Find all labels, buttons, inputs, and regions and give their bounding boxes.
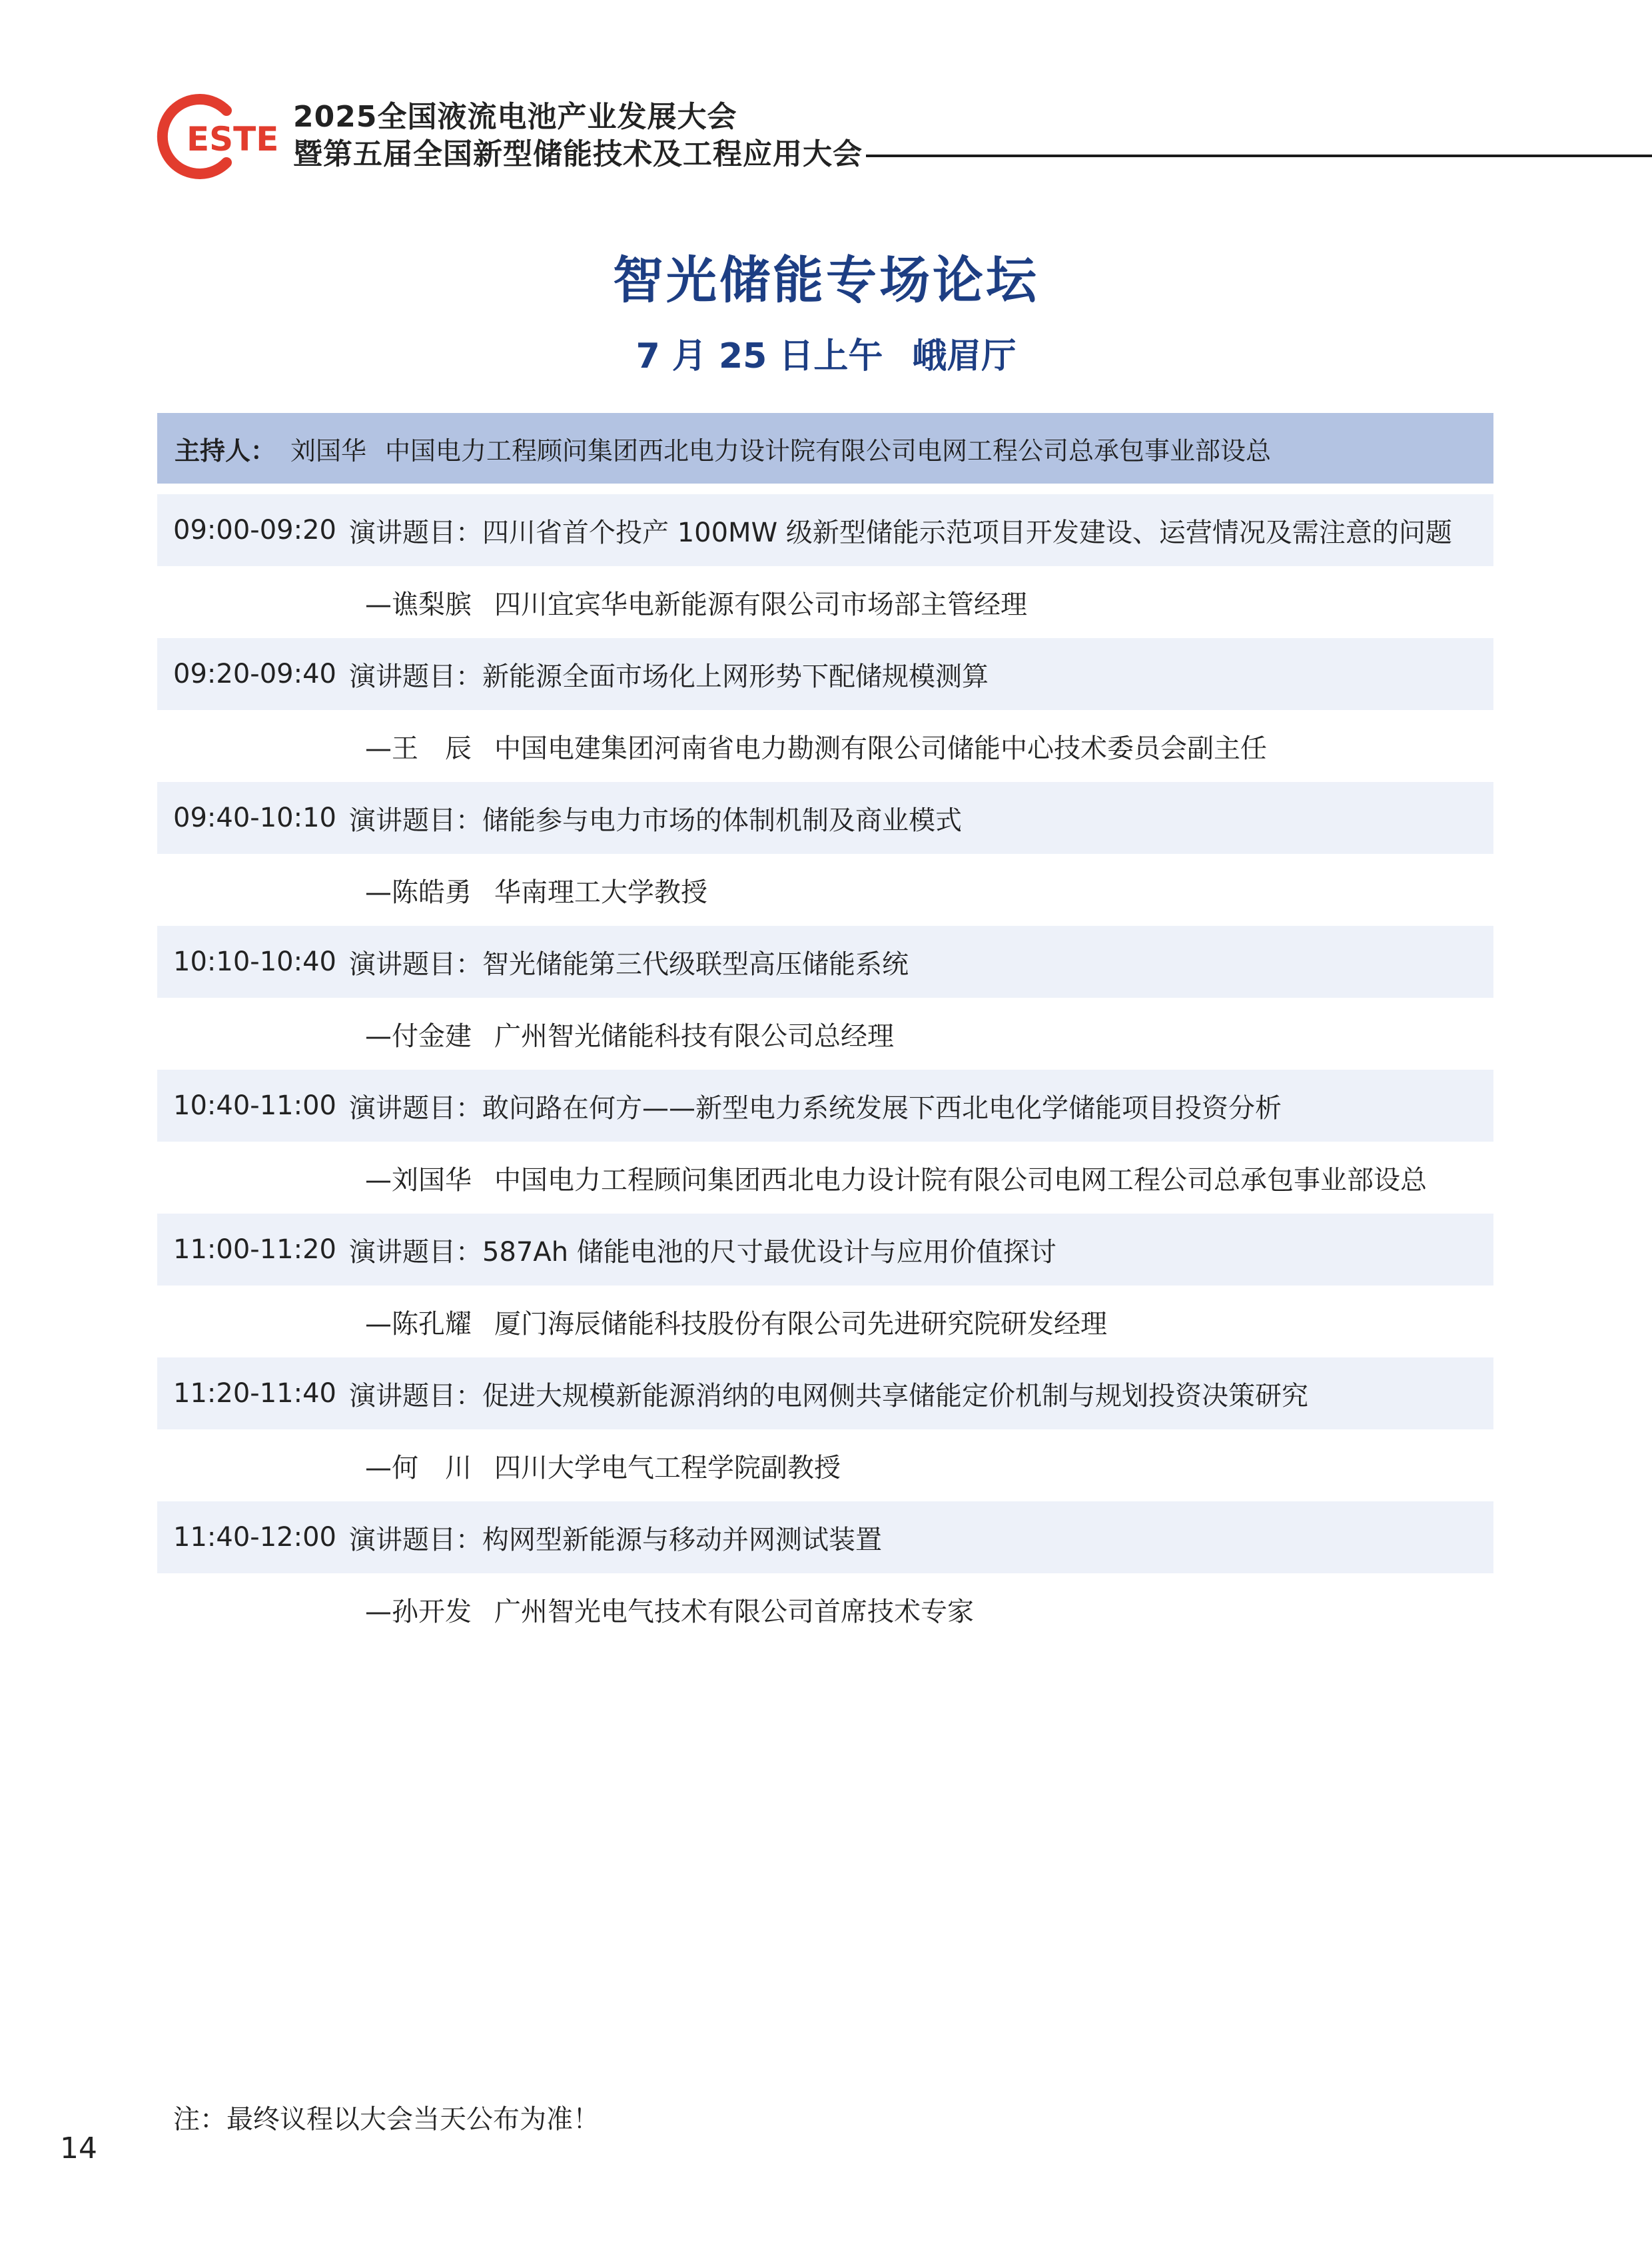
agenda-topic-row — [157, 782, 1493, 854]
header-divider — [866, 155, 1652, 157]
agenda-time: 09:20-09:40 — [173, 659, 336, 689]
agenda-topic-row — [157, 1070, 1493, 1142]
speaker-name: —谯梨膑 — [365, 589, 472, 620]
agenda-topic: 演讲题目：新能源全面市场化上网形势下配储规模测算 — [349, 661, 989, 692]
agenda-speaker-row — [157, 998, 1493, 1070]
agenda-table — [157, 494, 1493, 1645]
host-bar — [157, 413, 1493, 484]
speaker-name: —付金建 — [365, 1020, 472, 1052]
agenda-topic: 演讲题目：587Ah 储能电池的尺寸最优设计与应用价值探讨 — [349, 1236, 1056, 1268]
agenda-topic: 演讲题目：储能参与电力市场的体制机制及商业模式 — [349, 805, 962, 836]
session-subtitle — [0, 328, 1652, 378]
agenda-speaker — [157, 1159, 1427, 1197]
agenda-speaker — [157, 1591, 974, 1629]
speaker-org: 广州智光电气技术有限公司首席技术专家 — [494, 1596, 974, 1627]
agenda-topic: 演讲题目：四川省首个投产 100MW 级新型储能示范项目开发建设、运营情况及需注意的问题 — [349, 517, 1452, 548]
speaker-org: 中国电建集团河南省电力勘测有限公司储能中心技术委员会副主任 — [494, 733, 1267, 764]
ceste-logo — [155, 93, 281, 180]
agenda-speaker — [157, 1303, 1107, 1341]
speaker-name: —何 川 — [365, 1452, 472, 1483]
agenda-time: 09:00-09:20 — [173, 515, 336, 546]
agenda-speaker — [157, 1447, 841, 1485]
agenda-speaker-row — [157, 854, 1493, 926]
agenda-time: 11:20-11:40 — [173, 1378, 336, 1409]
host-org: 中国电力工程顾问集团西北电力设计院有限公司电网工程公司总承包事业部设总 — [385, 436, 1272, 466]
conference-title-line1: 2025全国液流电池产业发展大会 — [293, 100, 737, 134]
agenda-time: 11:00-11:20 — [173, 1234, 336, 1265]
speaker-org: 广州智光储能科技有限公司总经理 — [494, 1020, 894, 1052]
speaker-org: 中国电力工程顾问集团西北电力设计院有限公司电网工程公司总承包事业部设总 — [494, 1164, 1427, 1196]
speaker-name: —王 辰 — [365, 733, 472, 764]
agenda-speaker — [157, 871, 707, 909]
speaker-org: 四川宜宾华电新能源有限公司市场部主管经理 — [494, 589, 1027, 620]
speaker-name: —孙开发 — [365, 1596, 472, 1627]
agenda-speaker-row — [157, 1429, 1493, 1501]
agenda-topic: 演讲题目：构网型新能源与移动并网测试装置 — [349, 1524, 882, 1555]
agenda-topic-row — [157, 1214, 1493, 1286]
agenda-topic: 演讲题目：促进大规模新能源消纳的电网侧共享储能定价机制与规划投资决策研究 — [349, 1380, 1308, 1411]
agenda-speaker — [157, 1015, 894, 1053]
agenda-topic-row — [157, 1501, 1493, 1573]
speaker-name: —陈孔耀 — [365, 1308, 472, 1339]
logo-mark-icon — [155, 93, 281, 180]
agenda-time: 10:10-10:40 — [173, 946, 336, 977]
agenda-speaker-row — [157, 566, 1493, 638]
logo-text: ESTE — [187, 120, 279, 159]
agenda-speaker-row — [157, 1573, 1493, 1645]
agenda-topic: 演讲题目：敢问路在何方——新型电力系统发展下西北电化学储能项目投资分析 — [349, 1092, 1282, 1124]
agenda-speaker — [157, 583, 1027, 621]
conference-title — [293, 99, 863, 173]
agenda-topic-row — [157, 494, 1493, 566]
speaker-org: 四川大学电气工程学院副教授 — [494, 1452, 841, 1483]
agenda-speaker-row — [157, 1142, 1493, 1214]
agenda-topic-row — [157, 1357, 1493, 1429]
session-title: 智光储能专场论坛 — [613, 250, 1039, 310]
session-venue: 峨眉厅 — [912, 336, 1017, 376]
page-number: 14 — [60, 2131, 97, 2165]
speaker-name: —陈皓勇 — [365, 877, 472, 908]
agenda-speaker-row — [157, 710, 1493, 782]
agenda-time: 09:40-10:10 — [173, 803, 336, 833]
agenda-topic: 演讲题目：智光储能第三代级联型高压储能系统 — [349, 948, 909, 980]
session-date: 7 月 25 日上午 — [635, 336, 883, 376]
agenda-time: 11:40-12:00 — [173, 1522, 336, 1553]
conference-title-line2: 暨第五届全国新型储能技术及工程应用大会 — [293, 137, 863, 171]
agenda-speaker — [157, 727, 1267, 765]
agenda-speaker-row — [157, 1286, 1493, 1357]
host-label: 主持人： — [175, 436, 276, 466]
agenda-topic-row — [157, 926, 1493, 998]
speaker-name: —刘国华 — [365, 1164, 472, 1196]
footer-note: 注：最终议程以大会当天公布为准！ — [173, 2104, 600, 2135]
agenda-time: 10:40-11:00 — [173, 1090, 336, 1121]
speaker-org: 厦门海辰储能科技股份有限公司先进研究院研发经理 — [494, 1308, 1107, 1339]
host-name: 刘国华 — [290, 436, 367, 466]
speaker-org: 华南理工大学教授 — [494, 877, 707, 908]
agenda-topic-row — [157, 638, 1493, 710]
